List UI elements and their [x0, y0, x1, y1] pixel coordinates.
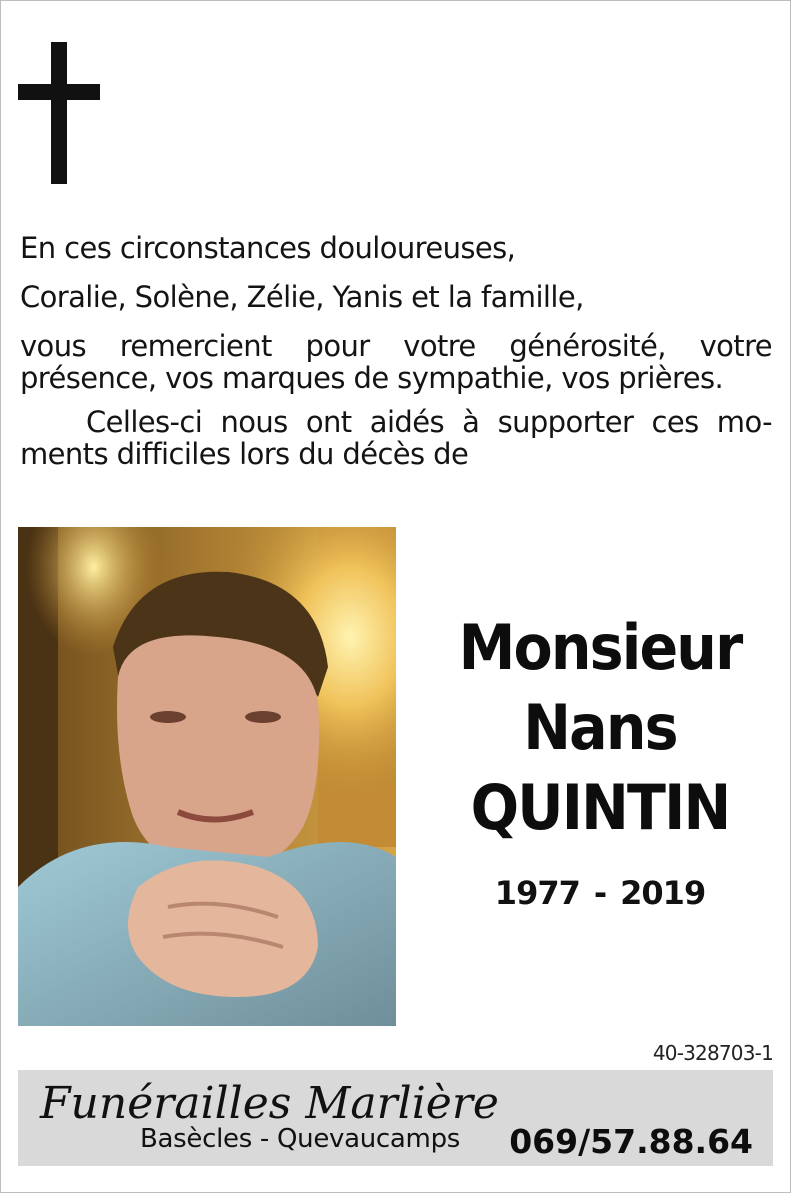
first-name: Nans — [523, 691, 677, 764]
cross-icon — [18, 42, 100, 184]
funeral-home-name: Funérailles Marlière — [40, 1078, 499, 1129]
honorific: Monsieur — [458, 611, 742, 684]
last-name: QUINTIN — [470, 771, 730, 844]
date-separator: - — [593, 874, 607, 912]
text-paragraph-2: Celles-ci nous ont aidés à supporter ces mo- ments difficiles lors du décès de — [20, 405, 772, 471]
funeral-home-phone: 069/57.88.64 — [509, 1122, 753, 1161]
birth-year: 1977 — [494, 874, 580, 912]
text-line-2: Coralie, Solène, Zélie, Yanis et la famille, — [20, 280, 584, 314]
text-paragraph-1: vous remercient pour votre générosité, votre présence, vos marques de sympathie, vos prières. — [20, 329, 772, 395]
life-dates — [420, 873, 780, 913]
deceased-name — [420, 608, 780, 848]
portrait-photo — [18, 527, 396, 1026]
funeral-home-towns: Basècles - Quevaucamps — [140, 1124, 461, 1154]
reference-number: 40-328703-1 — [652, 1041, 773, 1065]
death-year: 2019 — [620, 874, 706, 912]
funeral-home-banner — [18, 1070, 773, 1166]
thank-you-text — [20, 232, 772, 470]
text-line-1: En ces circonstances douloureuses, — [20, 231, 516, 265]
